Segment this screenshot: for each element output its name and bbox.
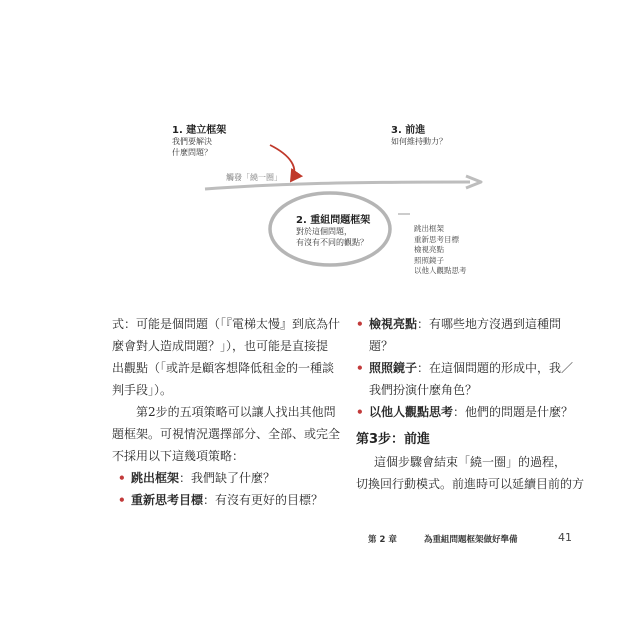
strategy-bullet: [356, 313, 576, 335]
strategy-bullet: [356, 401, 576, 423]
bullet-dot-icon: •: [356, 405, 364, 419]
bullet-continuation: 題？: [369, 339, 394, 353]
arrow-label: 觸發「繞一圈」: [226, 173, 282, 182]
body-line: 第2步的五項策略可以讓人找出其他問: [136, 405, 336, 419]
step2-title: 2. 重組問題框架: [296, 215, 371, 226]
strategy-item: 照照鏡子: [414, 255, 444, 265]
strategy-bullet: [356, 357, 576, 379]
forward-arrow-line: [205, 182, 470, 189]
bullet-continuation: 我們扮演什麼角色？: [369, 383, 478, 397]
bullet-desc: ：有沒有更好的目標？: [203, 493, 324, 507]
bullet-desc: ：我們缺了什麼？: [179, 471, 276, 485]
body-line: 不採用以下這幾項策略：: [112, 449, 245, 463]
strategy-bullet: [112, 489, 340, 511]
body-line: 這個步驟會結束「繞一圈」的過程，: [374, 455, 567, 469]
bullet-term: 跳出框架: [131, 471, 180, 485]
body-line: 題框架。可視情況選擇部分、全部、或完全: [112, 427, 341, 441]
step1-block: [172, 121, 226, 158]
step2-line: 有沒有不同的觀點？: [296, 238, 368, 247]
strategy-item: 檢視亮點: [414, 245, 444, 254]
left-column: [112, 313, 340, 511]
step3-block: [391, 121, 447, 147]
strategy-item: 重新思考目標: [414, 234, 459, 244]
step3-line: 如何維持動力？: [391, 137, 447, 146]
step3-title: 3. 前進: [391, 125, 426, 136]
strategy-item: 跳出框架: [414, 224, 444, 233]
body-line: 判手段」）。: [112, 383, 173, 397]
footer-chapter: 第 2 章: [368, 535, 397, 545]
footer-title: 為重組問題框架做好準備: [424, 535, 518, 545]
step2-block: [296, 211, 370, 248]
bullet-term: 照照鏡子: [369, 361, 418, 375]
reframing-loop-diagram: [0, 0, 640, 300]
step1-line: 我們要解決: [172, 137, 212, 146]
bullet-desc: ：他們的問題是什麼？: [453, 405, 574, 419]
body-line: 切換回行動模式。前進時可以延續目前的方: [356, 477, 585, 491]
step1-title: 1. 建立框架: [172, 125, 227, 136]
bullet-dot-icon: •: [118, 493, 126, 507]
bullet-term: 重新思考目標: [131, 493, 204, 507]
bullet-desc: ：在這個問題的形成中，我／: [417, 361, 574, 375]
page-number: 41: [558, 531, 572, 544]
bullet-dot-icon: •: [118, 471, 126, 485]
strategy-item: 以他人觀點思考: [414, 266, 467, 275]
right-column: [356, 313, 585, 495]
body-line: 麼會對人造成問題？」），也可能是直接提: [112, 339, 329, 353]
bullet-dot-icon: •: [356, 317, 364, 331]
section-heading: 第3步：前進: [356, 432, 431, 447]
body-line: 出觀點（「或許是顧客想降低租金的一種談: [112, 361, 335, 375]
bullet-term: 檢視亮點: [369, 317, 418, 331]
bullet-dot-icon: •: [356, 361, 364, 375]
strategy-list: [414, 224, 467, 277]
step2-line: 對於這個問題，: [296, 227, 352, 236]
bullet-term: 以他人觀點思考: [369, 405, 454, 419]
bullet-desc: ：有哪些地方沒遇到這種問: [417, 317, 562, 331]
strategy-bullet: [112, 467, 340, 489]
step1-line: 什麼問題？: [172, 148, 212, 157]
body-line: 式：可能是個問題（「『電梯太慢』到底為什: [112, 317, 341, 331]
